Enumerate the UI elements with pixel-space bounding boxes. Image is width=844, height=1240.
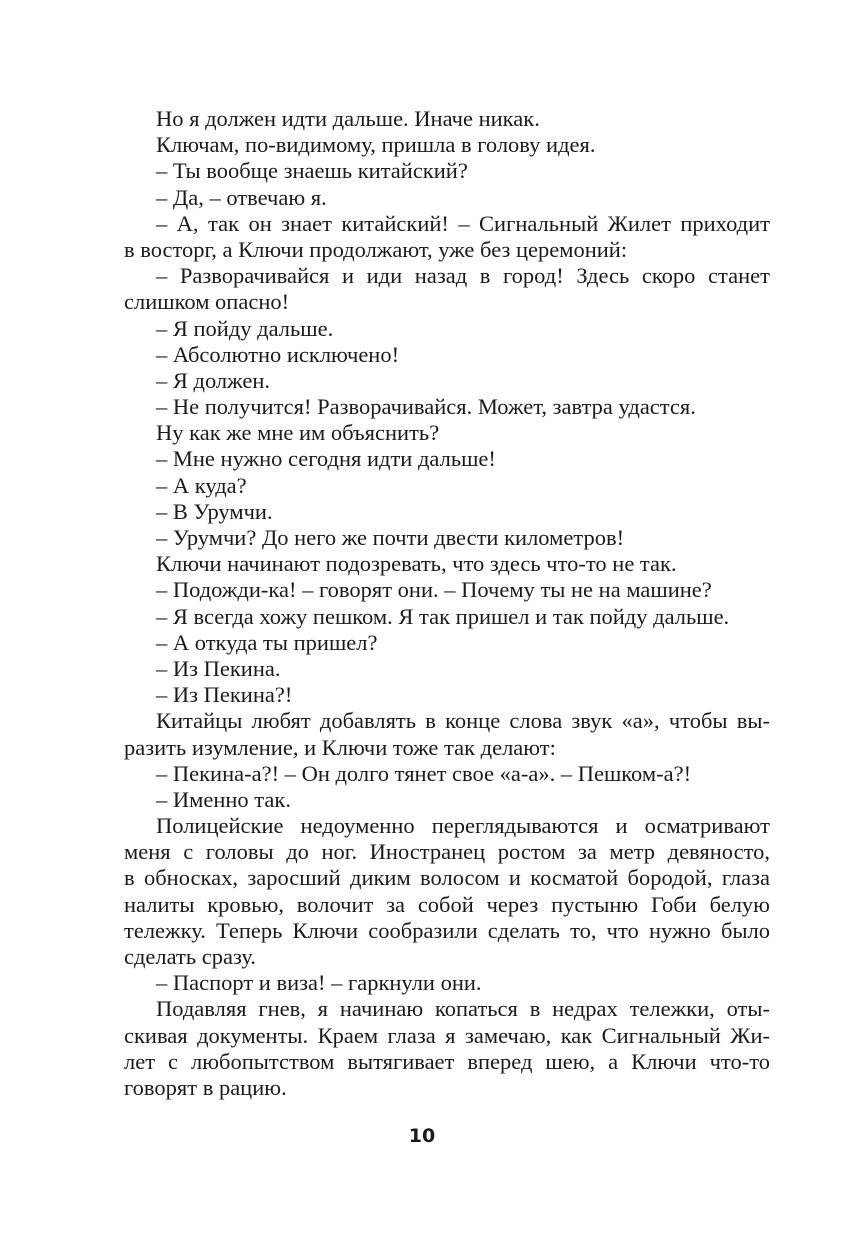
text-line: – Пекина-а?! – Он долго тянет свое «а-а». – Пешком-а?!: [156, 760, 692, 786]
text-line: в восторг, а Ключи продолжают, уже без церемоний:: [124, 236, 628, 262]
text-line: Ну как же мне им объяснить?: [156, 420, 440, 446]
text-line: – А откуда ты пришел?: [156, 629, 378, 655]
text-line: – Разворачивайся и иди назад в город! Здесь скоро станет: [156, 263, 770, 289]
text-line: – Именно так.: [156, 786, 291, 812]
text-line: налиты кровью, волочит за собой через пустыню Гоби белую: [124, 891, 770, 917]
text-line: – Не получится! Разворачивайся. Может, завтра удастся.: [156, 394, 696, 420]
body-text: [124, 106, 770, 1101]
text-line: – Из Пекина.: [156, 655, 281, 681]
text-line: сделать сразу.: [124, 944, 257, 969]
text-line: – Я должен.: [156, 367, 271, 393]
text-line: – А, так он знает китайский! – Сигнальный Жилет приходит: [156, 210, 770, 236]
text-line: лет с любопытством вытягивает вперед шею, а Ключи что-то: [124, 1048, 770, 1074]
text-line: меня с головы до ног. Иностранец ростом за метр девяносто,: [124, 839, 770, 865]
text-line: Ключи начинают подозревать, что здесь что-то не так.: [156, 551, 677, 577]
text-line: – А куда?: [156, 472, 247, 498]
page-number: 10: [408, 1125, 436, 1147]
text-line: – Да, – отвечаю я.: [156, 184, 327, 210]
text-line: – Ты вообще знаешь китайский?: [156, 158, 468, 184]
text-line: – Я всегда хожу пешком. Я так пришел и так пойду дальше.: [156, 603, 730, 629]
text-line: – Подожди-ка! – говорят они. – Почему ты не на машине?: [156, 577, 712, 603]
text-line: слишком опасно!: [124, 289, 290, 315]
text-line: – Паспорт и виза! – гаркнули они.: [156, 970, 482, 996]
text-line: – Мне нужно сегодня идти дальше!: [156, 446, 496, 472]
text-line: скивая документы. Краем глаза я замечаю, как Сигнальный Жи-: [124, 1022, 770, 1048]
text-line: – Урумчи? До него же почти двести километров!: [156, 525, 625, 550]
text-line: Китайцы любят добавлять в конце слова звук «а», чтобы вы-: [156, 708, 770, 734]
text-line: Подавляя гнев, я начинаю копаться в недрах тележки, оты-: [156, 996, 770, 1022]
text-line: разить изумление, и Ключи тоже так делают:: [124, 734, 556, 760]
text-line: Полицейские недоуменно переглядываются и осматривают: [156, 813, 770, 839]
text-line: – Я пойду дальше.: [156, 315, 334, 341]
text-line: говорят в рацию.: [124, 1074, 287, 1100]
text-line: Ключам, по-видимому, пришла в голову идея.: [156, 132, 596, 158]
text-line: Но я должен идти дальше. Иначе никак.: [156, 106, 540, 131]
text-line: в обносках, заросший диким волосом и косматой бородой, глаза: [124, 865, 770, 891]
text-line: – Из Пекина?!: [156, 682, 293, 708]
text-line: – В Урумчи.: [156, 498, 273, 524]
text-line: – Абсолютно исключено!: [156, 341, 400, 367]
text-line: тележку. Теперь Ключи сообразили сделать то, что нужно было: [124, 917, 770, 943]
